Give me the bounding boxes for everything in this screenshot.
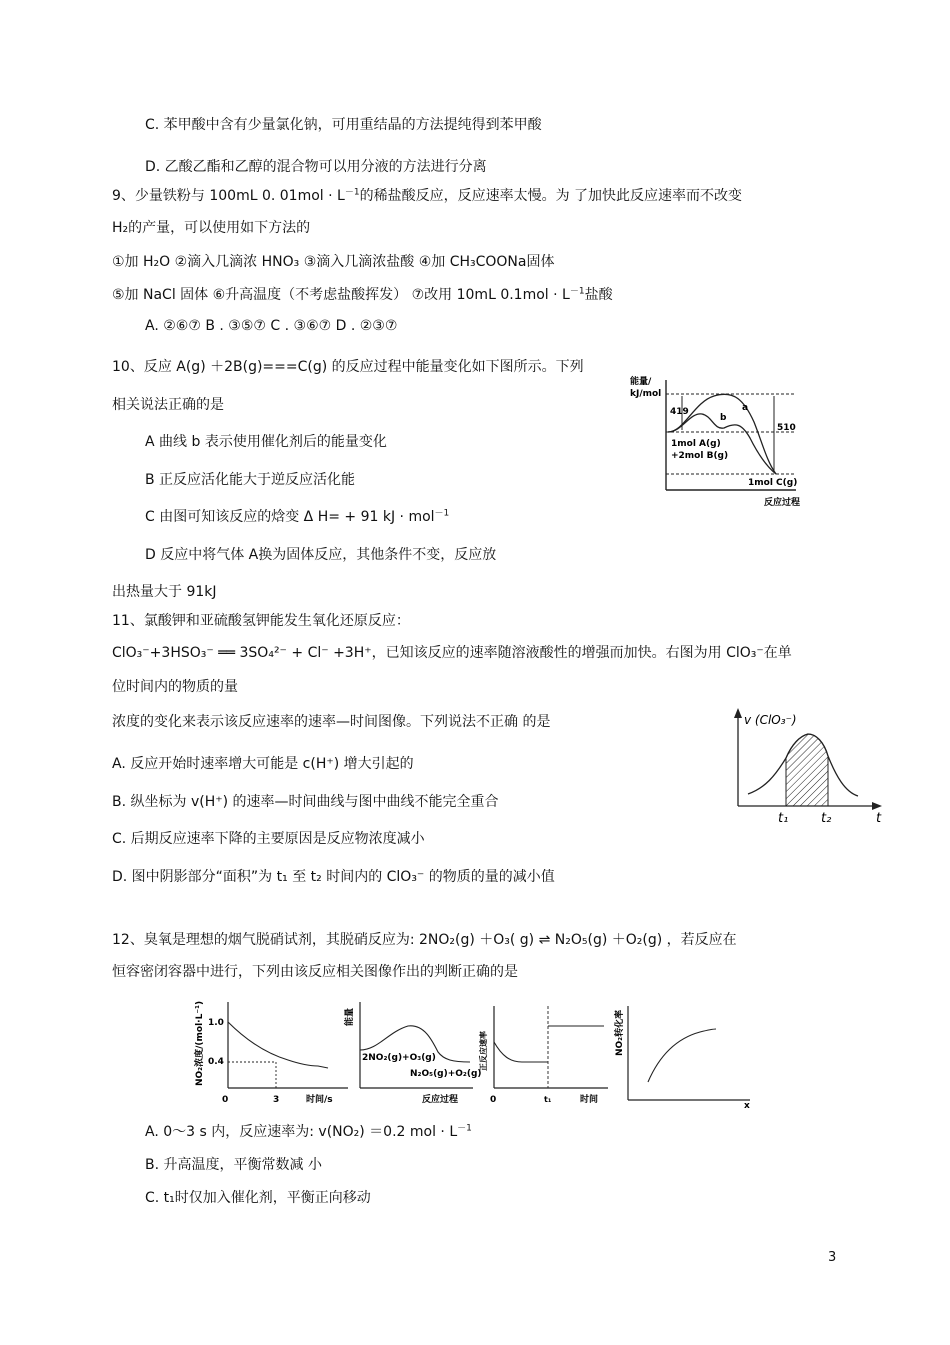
q8-option-d: D. 乙酸乙酯和乙醇的混合物可以用分液的方法进行分离 (145, 159, 487, 175)
q12-g3-curve-1 (494, 1042, 548, 1062)
q11-shaded-area (786, 734, 828, 806)
q12-graphs (188, 996, 763, 1114)
q12-g4-x: x (744, 1101, 750, 1111)
q12-graph-1 (193, 1001, 348, 1105)
q10-option-c: C 由图可知该反应的焓变 Δ H= + 91 kJ · mol$^{-1}$ (145, 508, 450, 525)
q10-product: 1mol C(g) (748, 478, 798, 488)
q10-xlabel: 反应过程 (764, 498, 801, 508)
q10-option-d: D 反应中将气体 A换为固体反应，其他条件不变，反应放 (145, 547, 497, 563)
q10-option-d-cont: 出热量大于 91kJ (112, 584, 217, 600)
q12-g2-xlabel: 反应过程 (422, 1095, 459, 1105)
q10-label-b: b (720, 413, 727, 423)
q11-stem-2: 位时间内的物质的量 (112, 679, 238, 695)
q11-stem: 11、氯酸钾和亚硫酸氢钾能发生氧化还原反应： (112, 613, 410, 629)
q10-ylabel-unit: kJ/mol (630, 389, 662, 399)
q12-option-a: A. 0～3 s 内，反应速率为: v(NO₂) ＝0.2 mol · $L^{-1}$ (145, 1123, 472, 1140)
q11-t1-label: t₁ (778, 811, 789, 826)
q11-t-label: t (876, 811, 882, 826)
q12-g3-x-0: 0 (490, 1095, 497, 1105)
q12-g1-ylabel: NO₂浓度/(mol·L⁻¹) (195, 1000, 205, 1086)
q12-g1-curve (228, 1022, 328, 1068)
q12-g3-xlabel: 时间 (580, 1095, 599, 1105)
q11-stem-3: 浓度的变化来表示该反应速率的速率—时间图像。下列说法不正确 的是 (112, 714, 551, 730)
q9-methods-1: ①加 H₂O ②滴入几滴浓 HNO₃ ③滴入几滴浓盐酸 ④加 CH₃COONa固体 (112, 254, 555, 270)
q10-label-510: 510 (777, 423, 796, 433)
q10-ylabel: 能量/ (630, 377, 652, 387)
q10-stem-2: 相关说法正确的是 (112, 397, 224, 413)
q9-methods-2: ⑤加 NaCl 固体 ⑥升高温度（不考虑盐酸挥发） ⑦改用 10mL $0.1mol \cdot L^{-1}$盐酸 (112, 286, 613, 303)
q12-g3-t1: t₁ (544, 1095, 552, 1104)
q10-reactant-1: 1mol A(g) (671, 439, 721, 449)
q12-g1-y-1.0: 1.0 (208, 1018, 224, 1028)
q10-stem: 10、反应 A(g) ＋2B(g)===C(g) 的反应过程中能量变化如下图所示。下列 (112, 359, 584, 375)
q12-g2-products: N₂O₅(g)+O₂(g) (410, 1069, 482, 1079)
q12-g1-xlabel: 时间/s (306, 1095, 333, 1105)
q12-g4-ylabel: NO₂转化率 (615, 1009, 625, 1056)
q10-option-b: B 正反应活化能大于逆反应活化能 (145, 472, 356, 488)
q10-label-a: a (742, 403, 749, 413)
q11-option-b: B. 纵坐标为 v(H⁺) 的速率—时间曲线与图中曲线不能完全重合 (112, 794, 499, 810)
q12-g1-y-0.4: 0.4 (208, 1057, 224, 1067)
q11-option-c: C. 后期反应速率下降的主要原因是反应物浓度减小 (112, 831, 425, 847)
q12-g4-curve (648, 1029, 716, 1082)
q12-g1-x-3: 3 (273, 1095, 280, 1105)
q12-graph-3 (478, 1006, 608, 1105)
q11-equation: ClO₃⁻+3HSO₃⁻ ══ 3SO₄²⁻ + Cl⁻ +3H⁺，已知该反应的速率随溶液酸性的增强而加快。右图为用 ClO₃⁻在单 (112, 645, 792, 661)
q10-label-419: 419 (670, 407, 689, 417)
page-number: 3 (828, 1250, 837, 1265)
q12-option-c: C. t₁时仅加入催化剂，平衡正向移动 (145, 1190, 371, 1206)
q12-option-b: B. 升高温度，平衡常数减 小 (145, 1157, 322, 1173)
q10-option-a: A 曲线 b 表示使用催化剂后的能量变化 (145, 434, 387, 450)
q10-reactant-2: +2mol B(g) (671, 451, 729, 461)
q9-stem: 9、少量铁粉与 100mL 0. $01mol \cdot L^{-1}$的稀盐酸反应，反应速率太慢。为 了加快此反应速率而不改变 (112, 187, 743, 204)
q12-stem-2: 恒容密闭容器中进行，下列由该反应相关图像作出的判断正确的是 (112, 964, 518, 980)
q12-graph-2 (343, 1002, 482, 1105)
q12-g2-ylabel: 能量 (345, 1007, 355, 1026)
q11-option-a: A. 反应开始时速率增大可能是 c(H⁺) 增大引起的 (112, 756, 414, 772)
q11-rate-time-graph (730, 706, 890, 831)
q10-energy-diagram (624, 372, 814, 512)
q9-stem-2: H₂的产量，可以使用如下方法的 (112, 220, 311, 236)
q11-ylabel: v (ClO₃⁻) (744, 713, 797, 727)
q12-graph-4 (613, 1006, 750, 1111)
q11-option-d: D. 图中阴影部分“面积”为 t₁ 至 t₂ 时间内的 ClO₃⁻ 的物质的量的减小值 (112, 869, 555, 885)
q12-g2-reactants: 2NO₂(g)+O₃(g) (362, 1053, 436, 1063)
q12-g1-x-0: 0 (222, 1095, 229, 1105)
q8-option-c: C. 苯甲酸中含有少量氯化钠，可用重结晶的方法提纯得到苯甲酸 (145, 117, 542, 133)
q12-g3-ylabel: 正反应速率 (479, 1031, 488, 1071)
q12-stem: 12、臭氧是理想的烟气脱硝试剂，其脱硝反应为: 2NO₂(g) ＋O₃( g) ⇌ N₂O₅(g) ＋O₂(g) ，若反应在 (112, 932, 737, 948)
q11-t2-label: t₂ (821, 811, 832, 826)
q9-options: A. ②⑥⑦ B . ③⑤⑦ C . ③⑥⑦ D . ②③⑦ (145, 318, 398, 334)
